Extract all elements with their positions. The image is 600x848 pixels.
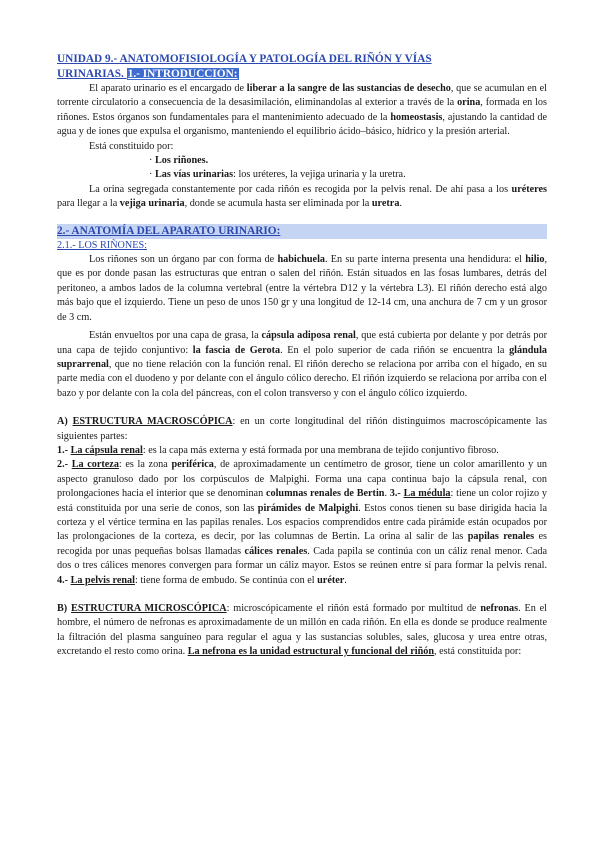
text-run: : microscópicamente el riñón está formado por multitud de (226, 603, 481, 614)
text-run: uréteres (511, 183, 547, 195)
macro-cortex-medulla-pelvis (57, 458, 547, 588)
text-run: . En el polo superior de cada riñón se encuentra la (280, 344, 510, 356)
text-run: , que está cubierta por delante y por detrás por una capa de tejido conjuntivo: (57, 330, 547, 356)
text-run: papilas renales (467, 531, 535, 543)
micro-paragraph (57, 602, 547, 660)
text-run: uréter (317, 574, 345, 586)
text-run: habichuela (277, 254, 325, 266)
unit-title-line1: UNIDAD 9.- ANATOMOFISIOLOGÍA Y PATOLOGÍA DEL RIÑÓN Y VÍAS (57, 53, 432, 65)
text-run: cálices renales (244, 545, 308, 557)
text-run: A) (57, 416, 73, 428)
anatomy-heading: 2.- ANATOMÍA DEL APARATO URINARIO: (57, 224, 547, 239)
text-run: ESTRUCTURA MACROSCÓPICA (72, 416, 233, 428)
text-run: Están envueltos por una capa de grasa, la (89, 330, 262, 342)
text-run: , donde se acumula hasta ser eliminada por la (184, 198, 372, 210)
text-run: para llegar a la (57, 198, 120, 210)
text-run: La cápsula renal (70, 444, 143, 456)
text-run: ESTRUCTURA MICROSCÓPICA (71, 603, 227, 614)
text-run: Los riñones. (154, 155, 209, 167)
text-run: : en un corte longitudinal del riñón distinguimos macroscópicamente las siguientes partes: (57, 416, 547, 442)
text-run: pirámides de Malpighi (257, 502, 359, 514)
text-run: uretra (371, 198, 400, 210)
text-run: Los riñones son un órgano par con forma de (89, 254, 278, 266)
text-run: columnas renales de Bertin (265, 488, 385, 500)
text-run: La pelvis renal (70, 574, 135, 586)
text-run: liberar a la sangre de las sustancias de desecho (246, 83, 451, 94)
text-run: . En su parte interna presenta una hendidura: el (325, 254, 526, 266)
text-run: La corteza (71, 459, 119, 471)
kidneys-paragraph-1 (57, 253, 547, 325)
list-item (149, 154, 547, 168)
text-run: : tiene forma de embudo. Se continúa con el (134, 574, 318, 586)
text-run: periférica (171, 459, 214, 471)
intro-paragraph-1 (57, 82, 547, 140)
text-run: . (399, 198, 402, 210)
text-run: glándula suprarrenal (57, 344, 548, 370)
text-run: La nefrona es la unidad estructural y funcional del riñón (187, 646, 435, 658)
intro-heading: 1.- INTRODUCCIÓN: (127, 68, 238, 80)
text-run: La orina segregada constantemente por cada riñón es recogida por la pelvis renal. De ahí pasa a los (89, 183, 512, 195)
text-run: : los uréteres, la vejiga urinaria y la uretra. (233, 169, 406, 181)
text-run: 4.- (57, 574, 71, 586)
macro-capsule (57, 444, 547, 458)
text-run: nefronas (480, 603, 519, 614)
text-run: homeostasis (390, 111, 443, 123)
intro-list (57, 154, 547, 183)
intro-paragraph-2: Está constituido por: (89, 140, 174, 152)
macro-intro (57, 415, 547, 444)
text-run: . Cada papila se continúa con un cáliz renal menor. Cada dos o tres cálices menores convergen para formar un cáliz mayor. Estos se reúnen entre sí para formar la pelvis renal. (57, 545, 547, 572)
text-run: , de aproximadamente un centímetro de grosor, tiene un color amarillento y un aspecto granuloso dado por los corpúsculos de Malpighi. Forma una capa continua bajo la cápsula renal, con prolongaciones hacia el interior que se denominan (57, 459, 548, 500)
text-run: . (344, 574, 347, 586)
text-run: cápsula adiposa renal (261, 330, 356, 342)
text-run: es recogida por unas pequeñas bolsas llamadas (57, 531, 547, 557)
kidneys-paragraph-2 (57, 329, 547, 401)
text-run: : es la zona (118, 459, 172, 471)
text-run: , ajustando la cantidad de agua y de iones que expulsa el organismo, manteniendo el equilibrio ácido–básico, hídrico y la presión arterial. (57, 111, 547, 138)
text-run: 1.- (57, 444, 71, 456)
unit-title-line2: URINARIAS. (57, 68, 124, 80)
document-page (57, 52, 547, 660)
list-item (149, 168, 547, 182)
text-run: B) (57, 603, 72, 614)
text-run: . En el hombre, el número de nefronas es aproximadamente de un millón en cada riñón. En ella es donde se produce realmente la filtración del plasma sanguíneo para regular el agua y las sustancias solubles, sales, glucosa y urea entre otras, excretando el resto como orina. (57, 603, 547, 658)
text-run: , que es por donde pasan las estructuras que entran o salen del riñón. Están situados en las fosas lumbares, detrás del peritoneo, a ambos lados de la columna vertebral (entre la vértebra D12 y la vértebra L3). El riñón derecho está algo más bajo que el izquierdo. Tiene un peso de unos 150 gr y una longitud de 12-14 cm, una anchura de 7 cm y un grosor de 3 cm. (57, 254, 548, 323)
text-run: , que se acumulan en el torrente circulatorio a consecuencia de la desasimilación, eliminandolas al exterior a través de la (57, 83, 548, 109)
text-run: : es la capa más externa y está formada por una membrana de tejido conjuntivo fibroso. (142, 444, 499, 456)
text-run: · (149, 169, 155, 181)
text-run: 2.- (57, 459, 72, 471)
text-run: , que no tiene relación con la función renal. El riñón derecho se relaciona por arriba con el hígado, en su parte media con el duodeno y por delante con el ángulo cólico derecho. El riñón izquierdo se relaciona por arriba con el bazo y por delante con la cola del páncreas, con el colon transverso y con el ángulo cólico izquierdo. (57, 358, 547, 399)
text-run: 3.- (389, 488, 404, 500)
text-run: orina (457, 97, 481, 109)
text-run: Las vías urinarias (154, 169, 234, 181)
text-run: . Estos conos tienen su base dirigida hacia la corteza y el vértice termina en las papilas renales. Los espacios comprendidos entre cada pirámide están ocupados por las prolongaciones de la corteza, es decir, por las columnas de Bertin. La orina al salir de las (57, 502, 547, 543)
kidneys-subheading: 2.1.- LOS RIÑONES: (57, 239, 147, 251)
text-run: la fascia de Gerota (192, 344, 281, 356)
unit-title (57, 52, 547, 82)
text-run: , está constituida por: (434, 646, 522, 658)
text-run: hilio (525, 254, 545, 266)
text-run: La médula (403, 488, 451, 500)
text-run: . (384, 488, 390, 500)
intro-paragraph-3 (57, 183, 547, 212)
text-run: vejiga urinaria (119, 198, 185, 210)
text-run: : tiene un color rojizo y está constituida por una serie de conos, son las (57, 488, 548, 514)
text-run: · (149, 155, 155, 167)
text-run: El aparato urinario es el encargado de (89, 83, 247, 94)
text-run: , formada en los riñones. Estos órganos son fundamentales para el mantenimiento adecuado de la (57, 97, 547, 123)
